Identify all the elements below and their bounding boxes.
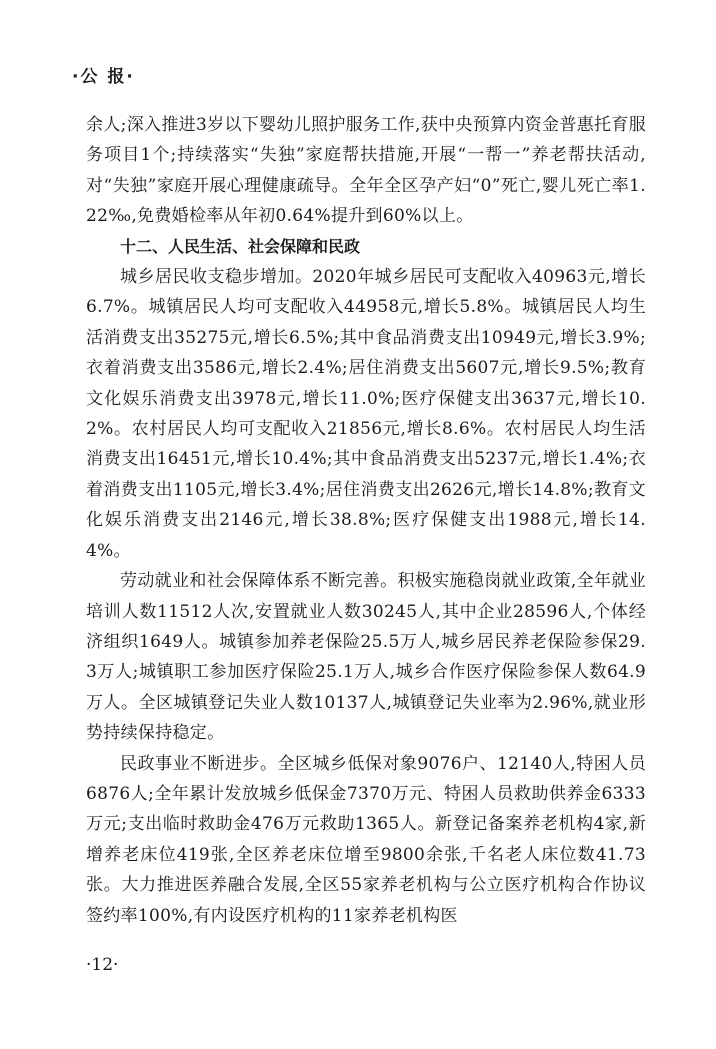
section-heading: 十二、人民生活、社会保障和民政 [120,236,361,256]
page-number: ·12· [86,955,119,975]
section-header: ·公 报· [72,67,135,87]
paragraph-civil-affairs: 民政事业不断进步。全区城乡低保对象9076户、12140人,特困人员6876人;全年累计发放城乡低保金7370万元、特困人员救助供养金6333万元;支出临时救助金476万元救助1365人。新登记备案养老机构4家,新增养老床位419张,全区养老床位增至9800余张,千名老人床位数41.73张。大力推进医养融合发展,全区55家养老机构与公立医疗机构合作协议签约率100%,有内设医疗机构的11家养老机构医 [86,753,646,926]
document-body [86,110,646,931]
paragraph-income: 城乡居民收支稳步增加。2020年城乡居民可支配收入40963元,增长6.7%。城镇居民人均可支配收入44958元,增长5.8%。城镇居民人均生活消费支出35275元,增长6.5%;其中食品消费支出10949元,增长3.9%;衣着消费支出3586元,增长2.4%;居住消费支出5607元,增长9.5%;教育文化娱乐消费支出3978元,增长11.0%;医疗保健支出3637元,增长10.2%。农村居民人均可支配收入21856元,增长8.6%。农村居民人均生活消费支出16451元,增长10.4%;其中食品消费支出5237元,增长1.4%;衣着消费支出1105元,增长3.4%;居住消费支出2626元,增长14.8%;教育文化娱乐消费支出2146元,增长38.8%;医疗保健支出1988元,增长14.4%。 [86,267,646,561]
paragraph-employment: 劳动就业和社会保障体系不断完善。积极实施稳岗就业政策,全年就业培训人数11512人次,安置就业人数30245人,其中企业28596人,个体经济组织1649人。城镇参加养老保险25.5万人,城乡居民养老保险参保29.3万人;城镇职工参加医疗保险25.1万人,城乡合作医疗保险参保人数64.9万人。全区城镇登记失业人数10137人,城镇登记失业率为2.96%,就业形势持续保持稳定。 [86,571,646,744]
paragraph-continuation: 余人;深入推进3岁以下婴幼儿照护服务工作,获中央预算内资金普惠托育服务项目1个;持续落实“失独”家庭帮扶措施,开展“一帮一”养老帮扶活动,对“失独”家庭开展心理健康疏导。全年全区孕产妇“0”死亡,婴儿死亡率1.22‰,免费婚检率从年初0.64%提升到60%以上。 [86,115,646,227]
